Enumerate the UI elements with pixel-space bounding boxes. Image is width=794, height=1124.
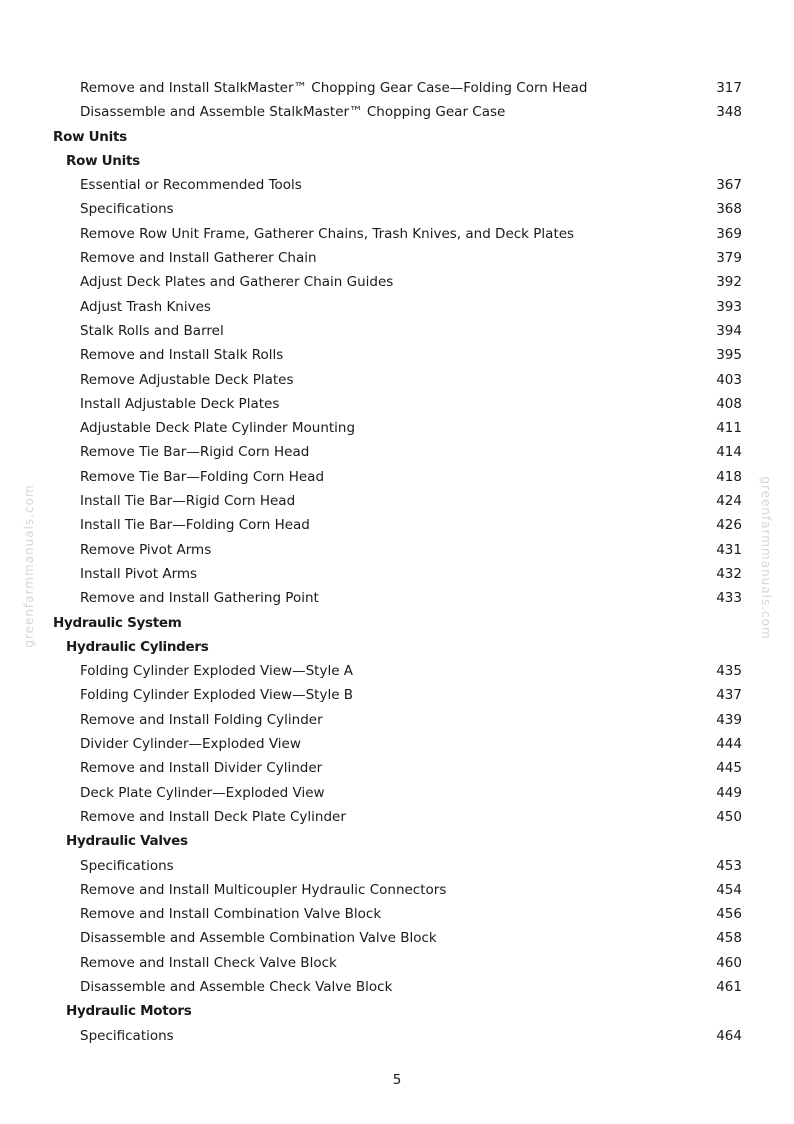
toc-entry[interactable] bbox=[0, 854, 794, 878]
toc-entry-page-number: 458 bbox=[716, 930, 742, 947]
toc-entry[interactable] bbox=[0, 538, 794, 562]
toc-entry-page-number: 456 bbox=[716, 906, 742, 923]
toc-entry[interactable] bbox=[0, 270, 794, 294]
toc-entry-page-number: 445 bbox=[716, 760, 742, 777]
toc-entry-title: Remove and Install Multicoupler Hydraulic Connectors bbox=[80, 881, 447, 898]
toc-entry[interactable] bbox=[0, 708, 794, 732]
toc-entry-title: Remove Adjustable Deck Plates bbox=[80, 371, 294, 388]
toc-entry-page-number: 369 bbox=[716, 225, 742, 242]
toc-entry[interactable] bbox=[0, 100, 794, 124]
toc-entry-title: Install Tie Bar—Rigid Corn Head bbox=[80, 493, 296, 510]
toc-entry[interactable] bbox=[0, 756, 794, 780]
toc-entry[interactable] bbox=[0, 902, 794, 926]
toc-entry-title: Disassemble and Assemble Check Valve Block bbox=[80, 978, 393, 995]
toc-subsection-heading[interactable] bbox=[0, 149, 794, 173]
toc-entry-page-number: 403 bbox=[716, 371, 742, 388]
toc-subsection-heading[interactable] bbox=[0, 829, 794, 853]
toc-entry-page-number: 424 bbox=[716, 493, 742, 510]
toc-entry-page-number: 453 bbox=[716, 857, 742, 874]
toc-entry-title: Specifications bbox=[80, 857, 174, 874]
toc-entry-title: Adjust Trash Knives bbox=[80, 298, 211, 315]
toc-entry-title: Row Units bbox=[53, 128, 127, 145]
toc-entry[interactable] bbox=[0, 586, 794, 610]
table-of-contents bbox=[0, 76, 794, 1048]
toc-entry-title: Folding Cylinder Exploded View—Style B bbox=[80, 687, 354, 704]
toc-entry-title: Disassemble and Assemble Combination Valve Block bbox=[80, 930, 437, 947]
toc-entry-title: Remove and Install Gatherer Chain bbox=[80, 250, 317, 267]
toc-entry-page-number: 392 bbox=[716, 274, 742, 291]
watermark-left: greenfarmmanuals.com bbox=[22, 484, 36, 648]
toc-entry-title: Remove Tie Bar—Folding Corn Head bbox=[80, 468, 325, 485]
toc-entry-title: Install Pivot Arms bbox=[80, 565, 198, 582]
toc-entry-title: Hydraulic Valves bbox=[66, 833, 188, 850]
toc-entry-title: Remove and Install Stalk Rolls bbox=[80, 347, 284, 364]
toc-entry-title: Divider Cylinder—Exploded View bbox=[80, 736, 301, 753]
toc-entry[interactable] bbox=[0, 392, 794, 416]
toc-entry-page-number: 461 bbox=[716, 978, 742, 995]
toc-entry[interactable] bbox=[0, 465, 794, 489]
toc-entry[interactable] bbox=[0, 343, 794, 367]
toc-entry-page-number: 433 bbox=[716, 590, 742, 607]
toc-entry[interactable] bbox=[0, 76, 794, 100]
toc-entry-page-number: 394 bbox=[716, 322, 742, 339]
toc-entry-page-number: 418 bbox=[716, 468, 742, 485]
toc-entry[interactable] bbox=[0, 683, 794, 707]
toc-entry-page-number: 379 bbox=[716, 250, 742, 267]
toc-section-heading[interactable] bbox=[0, 125, 794, 149]
toc-entry-page-number: 367 bbox=[716, 177, 742, 194]
toc-entry-title: Install Adjustable Deck Plates bbox=[80, 395, 280, 412]
toc-entry-title: Specifications bbox=[80, 1027, 174, 1044]
watermark-right: greenfarmmanuals.com bbox=[759, 476, 773, 640]
toc-entry-title: Remove Tie Bar—Rigid Corn Head bbox=[80, 444, 310, 461]
toc-entry-title: Row Units bbox=[66, 152, 140, 169]
toc-entry[interactable] bbox=[0, 295, 794, 319]
toc-entry[interactable] bbox=[0, 951, 794, 975]
toc-entry[interactable] bbox=[0, 513, 794, 537]
toc-entry[interactable] bbox=[0, 197, 794, 221]
toc-entry-page-number: 414 bbox=[716, 444, 742, 461]
toc-entry-title: Folding Cylinder Exploded View—Style A bbox=[80, 663, 354, 680]
toc-entry-page-number: 437 bbox=[716, 687, 742, 704]
toc-subsection-heading[interactable] bbox=[0, 999, 794, 1023]
toc-entry-title: Remove and Install Folding Cylinder bbox=[80, 711, 323, 728]
toc-entry-page-number: 411 bbox=[716, 420, 742, 437]
toc-entry-page-number: 432 bbox=[716, 565, 742, 582]
toc-entry-title: Remove and Install Combination Valve Block bbox=[80, 906, 382, 923]
toc-entry[interactable] bbox=[0, 489, 794, 513]
toc-entry-title: Hydraulic System bbox=[53, 614, 182, 631]
page-number: 5 bbox=[392, 1072, 402, 1088]
toc-entry-page-number: 454 bbox=[716, 881, 742, 898]
toc-entry-title: Essential or Recommended Tools bbox=[80, 177, 302, 194]
toc-entry-page-number: 426 bbox=[716, 517, 742, 534]
toc-entry[interactable] bbox=[0, 173, 794, 197]
toc-entry[interactable] bbox=[0, 975, 794, 999]
toc-subsection-heading[interactable] bbox=[0, 635, 794, 659]
toc-entry[interactable] bbox=[0, 319, 794, 343]
toc-entry-page-number: 348 bbox=[716, 104, 742, 121]
toc-entry-title: Disassemble and Assemble StalkMaster™ Chopping Gear Case bbox=[80, 104, 506, 121]
toc-entry-page-number: 395 bbox=[716, 347, 742, 364]
toc-section-heading[interactable] bbox=[0, 611, 794, 635]
toc-entry-title: Remove and Install Divider Cylinder bbox=[80, 760, 323, 777]
toc-entry[interactable] bbox=[0, 732, 794, 756]
toc-entry-page-number: 431 bbox=[716, 541, 742, 558]
toc-entry-page-number: 368 bbox=[716, 201, 742, 218]
toc-entry-title: Adjust Deck Plates and Gatherer Chain Guides bbox=[80, 274, 394, 291]
toc-entry-title: Remove and Install Deck Plate Cylinder bbox=[80, 808, 346, 825]
toc-entry[interactable] bbox=[0, 805, 794, 829]
toc-entry[interactable] bbox=[0, 368, 794, 392]
toc-entry[interactable] bbox=[0, 440, 794, 464]
toc-entry-page-number: 439 bbox=[716, 711, 742, 728]
toc-entry[interactable] bbox=[0, 416, 794, 440]
toc-entry-page-number: 450 bbox=[716, 808, 742, 825]
toc-entry[interactable] bbox=[0, 926, 794, 950]
toc-entry-title: Adjustable Deck Plate Cylinder Mounting bbox=[80, 420, 356, 437]
toc-entry-title: Stalk Rolls and Barrel bbox=[80, 322, 224, 339]
toc-entry-title: Install Tie Bar—Folding Corn Head bbox=[80, 517, 310, 534]
toc-entry[interactable] bbox=[0, 878, 794, 902]
toc-entry-page-number: 449 bbox=[716, 784, 742, 801]
toc-entry[interactable] bbox=[0, 562, 794, 586]
toc-entry[interactable] bbox=[0, 246, 794, 270]
toc-entry-page-number: 435 bbox=[716, 663, 742, 680]
toc-entry-title: Remove Row Unit Frame, Gatherer Chains, Trash Knives, and Deck Plates bbox=[80, 225, 575, 242]
toc-entry-page-number: 464 bbox=[716, 1027, 742, 1044]
toc-entry-page-number: 408 bbox=[716, 395, 742, 412]
toc-entry[interactable] bbox=[0, 222, 794, 246]
toc-entry-title: Remove and Install StalkMaster™ Chopping Gear Case—Folding Corn Head bbox=[80, 80, 588, 96]
toc-entry-page-number: 393 bbox=[716, 298, 742, 315]
toc-entry[interactable] bbox=[0, 1024, 794, 1048]
toc-entry[interactable] bbox=[0, 781, 794, 805]
toc-entry-title: Remove and Install Gathering Point bbox=[80, 590, 319, 607]
toc-entry-page-number: 317 bbox=[716, 80, 742, 96]
toc-entry[interactable] bbox=[0, 659, 794, 683]
toc-entry-title: Remove and Install Check Valve Block bbox=[80, 954, 337, 971]
toc-entry-page-number: 444 bbox=[716, 736, 742, 753]
toc-entry-title: Hydraulic Motors bbox=[66, 1003, 192, 1020]
toc-entry-title: Specifications bbox=[80, 201, 174, 218]
toc-entry-title: Deck Plate Cylinder—Exploded View bbox=[80, 784, 325, 801]
toc-entry-title: Hydraulic Cylinders bbox=[66, 638, 209, 655]
toc-entry-page-number: 460 bbox=[716, 954, 742, 971]
toc-entry-title: Remove Pivot Arms bbox=[80, 541, 212, 558]
